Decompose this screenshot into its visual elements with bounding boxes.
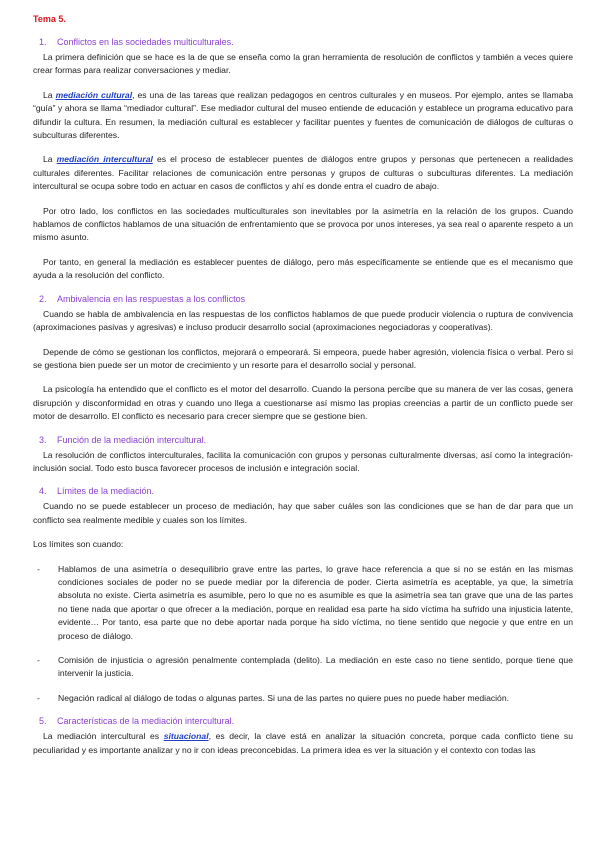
text-run: La	[43, 154, 57, 165]
section-number: 2.	[39, 293, 47, 304]
paragraph: Cuando no se puede establecer un proceso de mediación, hay que saber cuáles son las condiciones que se han de dar para que un conflicto sea realmente medible y cuales son los límites.	[33, 501, 573, 525]
section-heading-2	[39, 294, 573, 304]
section-title: Características de la mediación intercultural.	[57, 716, 235, 727]
section-number: 1.	[39, 37, 47, 47]
list-item-text: Comisión de injusticia o agresión penalmente contemplada (delito). La mediación en este caso no tiene sentido, porque tiene que intervenir la justicia.	[58, 655, 573, 679]
paragraph	[33, 730, 573, 757]
paragraph: Los límites son cuando:	[33, 539, 124, 550]
paragraph: Por tanto, en general la mediación es establecer puentes de diálogo, pero más específicamente se entiende que es el mecanismo que ayuda a la resolución del conflicto.	[33, 256, 573, 281]
topic-title: Tema 5.	[33, 14, 66, 24]
link-mediacion-cultural[interactable]: mediación cultural	[55, 89, 133, 100]
dash-bullet: -	[37, 655, 40, 665]
paragraph: La primera definición que se hace es la de que se enseña como la gran herramienta de resolución de conflictos y también a veces quiere crear formas para realizar conversaciones y mediar.	[33, 52, 573, 76]
section-title: Conflictos en las sociedades multiculturales.	[57, 37, 234, 47]
paragraph	[33, 153, 573, 193]
list-item-text: Negación radical al diálogo de todas o algunas partes. Si una de las partes no quiere pues no puede haber mediación.	[58, 692, 510, 703]
link-mediacion-intercultural[interactable]: mediación intercultural	[56, 154, 153, 165]
text-run: , es decir, la clave está en analizar la situación concreta, porque cada conflicto tiene su peculiaridad y es importante analizar y no ir con ideas preconcebidas. La primera idea es ver la situación y el contexto con todas las	[33, 731, 573, 755]
paragraph	[33, 89, 573, 143]
section-heading-1	[39, 37, 573, 47]
section-number: 3.	[39, 434, 47, 445]
text-run: , es una de las tareas que realizan pedagogos en centros culturales y en museos. Por ejemplo, antes se llamaba “guía” y ahora se llama “mediador cultural”. Ese mediador cultural del museo entiende de educación y establece un programa educativo para difundir la cultura. En resumen, la mediación cultural es establecer y facilitar puentes y fuentes de comunicación de diálogos de culturas o subculturas diferentes.	[33, 89, 574, 141]
text-run: La	[43, 89, 56, 100]
section-title: Límites de la mediación.	[57, 486, 155, 497]
section-title: Función de la mediación intercultural.	[57, 434, 207, 445]
section-number: 5.	[39, 716, 47, 727]
section-title: Ambivalencia en las respuestas a los conflictos	[57, 293, 246, 304]
list-item	[33, 654, 573, 681]
paragraph: Por otro lado, los conflictos en las sociedades multiculturales son inevitables por la asimetría en la relación de los grupos. Cuando hablamos de conflictos hablamos de una situación de enfrentamiento que se provoca por unos intereses, ya sea real o aparente respeto a un mismo asunto.	[33, 205, 573, 243]
section-heading-5	[39, 716, 573, 726]
paragraph: La psicología ha entendido que el conflicto es el motor del desarrollo. Cuando la persona percibe que su manera de ver las cosas, genera disrupción y disconformidad en otras y cuando uno llega a cuestionarse así mismo las propias creencias a partir de un conflicto puede ser motor de desarrollo. El conflicto es necesario para crecer siempre que se gestione bien.	[33, 384, 573, 422]
section-heading-3	[39, 435, 573, 445]
dash-bullet: -	[37, 692, 40, 703]
dash-bullet: -	[37, 563, 40, 574]
text-run: La mediación intercultural es	[43, 731, 164, 742]
link-situacional[interactable]: situacional	[163, 731, 209, 742]
text-run: es el proceso de establecer puentes de diálogos entre grupos y personas que pertenecen a realidades culturales diferentes. Facilitar relaciones de comunicación entre personas y grupos de culturas o subculturas diferentes. La mediación intercultural se ocupa sobre todo en actuar en casos de conflictos y ahí es donde entra el cuadro de abajo.	[33, 154, 573, 192]
paragraph: Cuando se habla de ambivalencia en las respuestas de los conflictos hablamos de que puede producir violencia o ruptura de convivencia (aproximaciones pasivas y agresivas) e incluso producir desarrollo social (aproximaciones negociadoras y cooperativas).	[33, 308, 573, 333]
list-item	[33, 563, 573, 643]
paragraph: Depende de cómo se gestionan los conflictos, mejorará o empeorará. Si empeora, puede haber agresión, violencia física o verbal. Pero si se gestiona bien puede ser un motor de crecimiento y un resorte para el desarrollo social y personal.	[33, 346, 573, 370]
list-item-text: Hablamos de una asimetría o desequilibrio grave entre las partes, lo grave hace referencia a que si no se están en las mismas condiciones sociales de poder no se puede mediar por la diferencia de poder. Cierta asimetría es aceptable, ya que, la simetría absoluta no existe. Cierta asimetría es asumible, pero lo que no es asumible es que la asimetría sea tan grave que una de las partes no tiene nada que aportar o que ofrecer a la mediación, porque en realidad esa parte ha sido víctima ha sufrido una injusticia latente, evidente… Por tanto, esa parte que no debe aportar nada porque ha sido víctima, no tiene sentido que negocie y que entre en un proceso de diálogo.	[58, 563, 573, 641]
limits-list	[33, 563, 573, 706]
section-number: 4.	[39, 486, 47, 497]
paragraph: La resolución de conflictos interculturales, facilita la comunicación con grupos y personas culturalmente diversas, así como la integración-inclusión social. Todo esto busca favorecer procesos de inclusión e integración social.	[33, 449, 573, 473]
section-heading-4	[39, 486, 573, 496]
list-item	[33, 692, 573, 705]
